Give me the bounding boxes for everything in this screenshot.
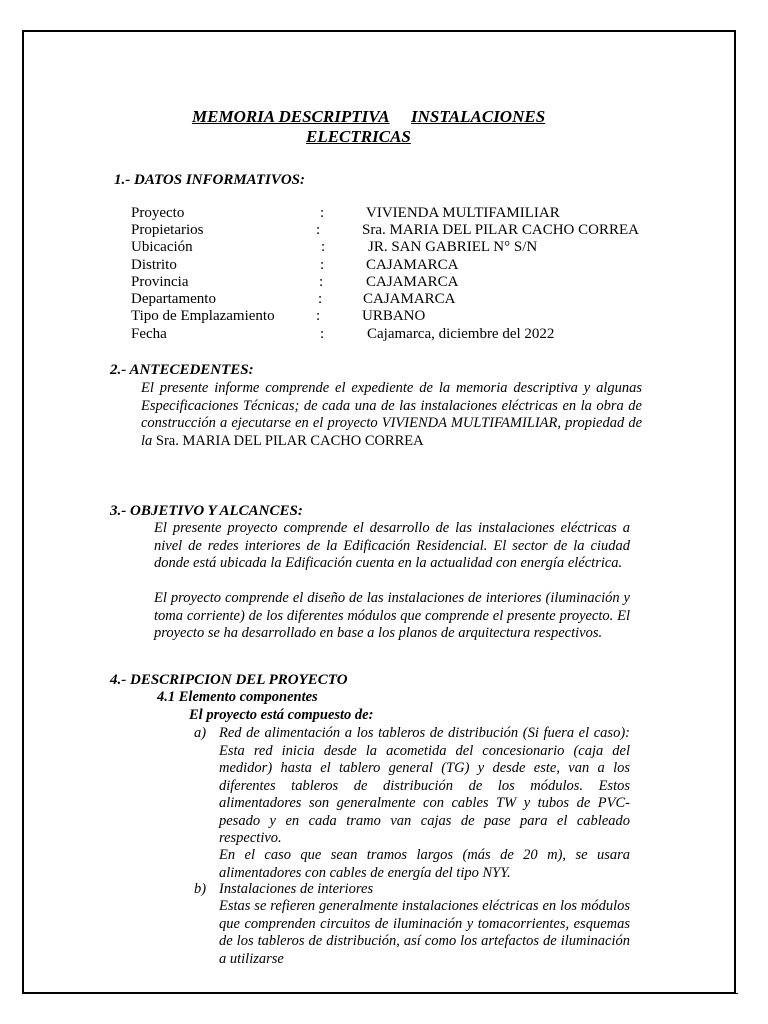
info-label: Tipo de Emplazamiento bbox=[131, 308, 275, 324]
info-value: CAJAMARCA bbox=[363, 291, 456, 307]
section2-text: El presente informe comprende el expediente de la memoria descriptiva y algunas Especificaciones Técnicas; de cada una de las instalaciones eléctricas en la obra de construcción a ejecutarse en el proyecto VIVIENDA MULTIFAMILIAR, propiedad de la bbox=[141, 380, 642, 449]
info-label: Provincia bbox=[131, 274, 189, 290]
item-a-text-2: En el caso que sean tramos largos (más de 20 m), se usara alimentadores con cables de energía del tipo NYY. bbox=[219, 847, 630, 881]
info-sep: : bbox=[320, 326, 325, 342]
info-sep: : bbox=[320, 257, 325, 273]
info-label: Departamento bbox=[131, 291, 216, 307]
info-sep: : bbox=[316, 222, 321, 238]
section4-intro: El proyecto está compuesto de: bbox=[189, 707, 374, 723]
item-a-label: a) bbox=[194, 725, 207, 741]
section2-heading: 2.- ANTECEDENTES: bbox=[110, 362, 254, 378]
info-value: JR. SAN GABRIEL N° S/N bbox=[368, 239, 538, 255]
info-value: CAJAMARCA bbox=[366, 257, 459, 273]
item-b-label: b) bbox=[194, 881, 207, 897]
item-a-text: Red de alimentación a los tableros de distribución (Si fuera el caso): Esta red inicia desde la acometida del concesionario (caja del medidor) hasta el tablero general (TG) y desde este, van a los diferentes tableros de distribución de los módulos. Estos alimentadores son generalmente con cables TW y tubos de PVC-pesado y en cada tramo van cajas de pase para el cableado respectivo. bbox=[219, 725, 630, 846]
info-label: Distrito bbox=[131, 257, 177, 273]
item-b-title: Instalaciones de interiores bbox=[219, 881, 374, 897]
info-sep: : bbox=[316, 308, 321, 324]
section3-paragraph-1: El presente proyecto comprende el desarrollo de las instalaciones eléctricas a nivel de redes interiores de la Edificación Residencial. El sector de la ciudad donde está ubicada la Edificación cuenta en la actualidad con energía eléctrica. bbox=[154, 520, 630, 571]
info-label: Propietarios bbox=[131, 222, 204, 238]
info-label: Ubicación bbox=[131, 239, 193, 255]
title-part1: MEMORIA DESCRIPTIVA bbox=[192, 107, 390, 126]
title-line2: ELECTRICAS bbox=[306, 127, 411, 146]
page-border-shadow bbox=[26, 990, 738, 994]
section3-paragraph-2: El proyecto comprende el diseño de las instalaciones de interiores (iluminación y toma corriente) de los diferentes módulos que comprende el presente proyecto. El proyecto se ha desarrollado en base a los planos de arquitectura respectivos. bbox=[154, 590, 630, 641]
section2-owner: Sra. MARIA DEL PILAR CACHO CORREA bbox=[155, 432, 424, 449]
info-value: VIVIENDA MULTIFAMILIAR bbox=[366, 205, 560, 221]
section1-heading: 1.- DATOS INFORMATIVOS: bbox=[114, 172, 306, 188]
info-sep: : bbox=[321, 239, 326, 255]
section3-heading: 3.- OBJETIVO Y ALCANCES: bbox=[110, 503, 303, 519]
title-part2: INSTALACIONES bbox=[411, 107, 546, 126]
section4-heading: 4.- DESCRIPCION DEL PROYECTO bbox=[110, 672, 348, 688]
info-sep: : bbox=[318, 291, 323, 307]
info-sep: : bbox=[319, 274, 324, 290]
info-value: URBANO bbox=[362, 308, 426, 324]
info-value: Cajamarca, diciembre del 2022 bbox=[367, 326, 555, 342]
section4-subheading: 4.1 Elemento componentes bbox=[157, 689, 318, 705]
info-value: Sra. MARIA DEL PILAR CACHO CORREA bbox=[362, 222, 639, 238]
info-value: CAJAMARCA bbox=[366, 274, 459, 290]
item-b-text: Estas se refieren generalmente instalaciones eléctricas en los módulos que comprenden circuitos de iluminación y tomacorrientes, esquemas de los tableros de distribución, así como los artefactos de iluminación a utilizarse bbox=[219, 898, 630, 967]
section2-paragraph bbox=[141, 380, 642, 450]
info-label: Fecha bbox=[131, 326, 167, 342]
info-sep: : bbox=[320, 205, 325, 221]
info-label: Proyecto bbox=[131, 205, 185, 221]
